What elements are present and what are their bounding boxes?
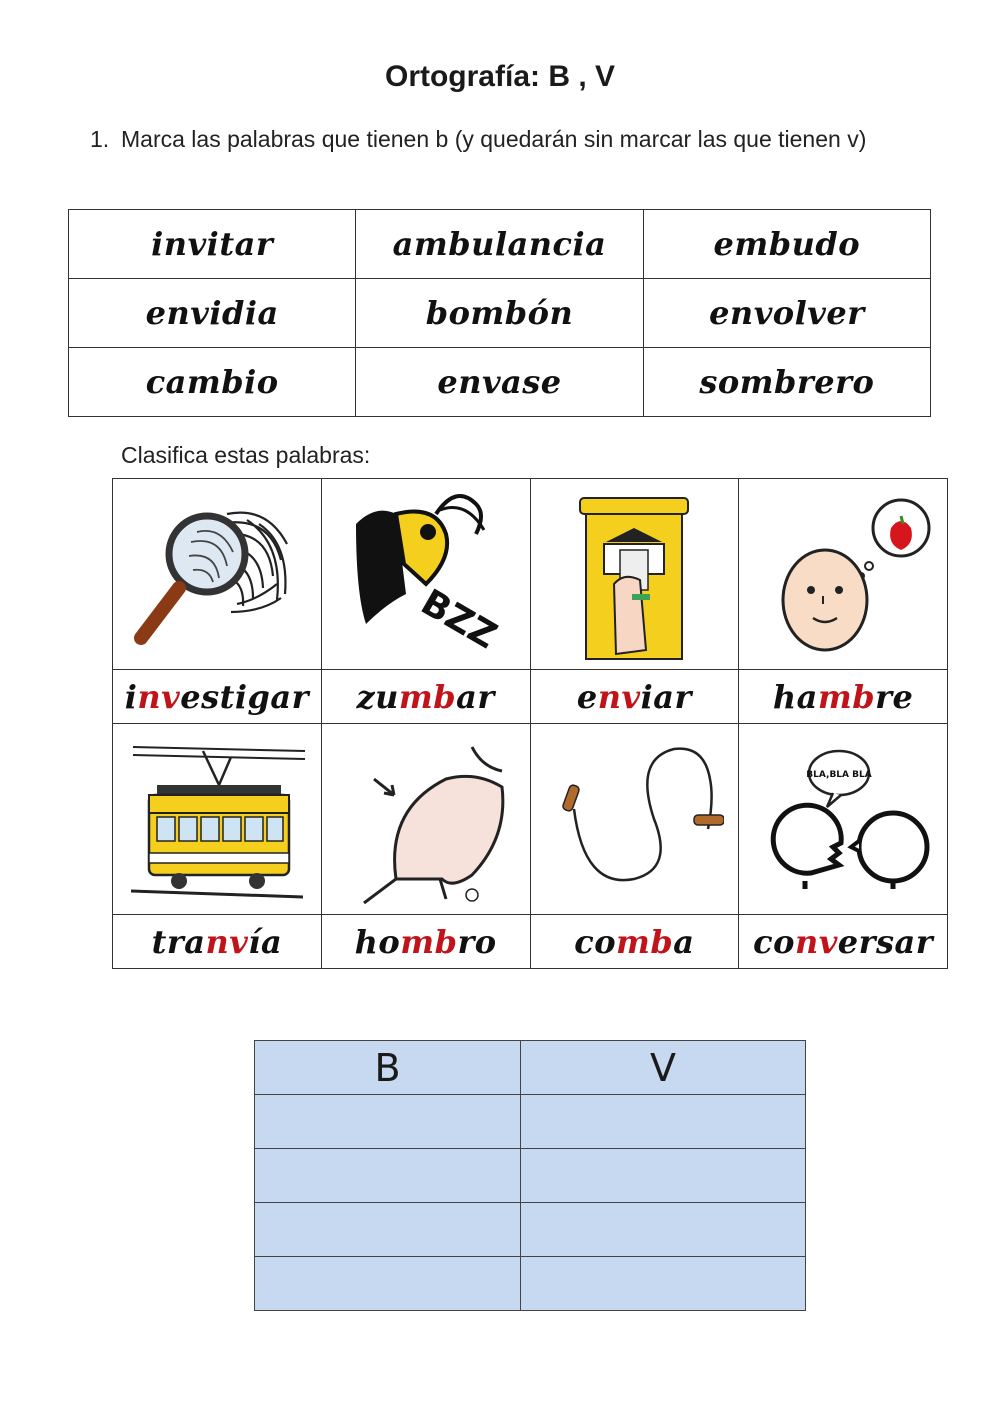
picture-cell bbox=[739, 724, 948, 915]
word-label: envase bbox=[437, 363, 562, 401]
word-part-post: re bbox=[875, 677, 914, 716]
instruction bbox=[90, 122, 910, 156]
word-cell[interactable] bbox=[356, 279, 643, 348]
picture-word-cell bbox=[113, 670, 322, 724]
word-label: envidia bbox=[145, 294, 279, 332]
classify-row bbox=[255, 1257, 806, 1311]
word-part-post: ar bbox=[456, 677, 495, 716]
word-label: bombón bbox=[425, 294, 574, 332]
picture-row bbox=[113, 724, 948, 915]
column-header-v: V bbox=[521, 1041, 806, 1095]
picture-grid bbox=[112, 478, 948, 969]
word-part-pre: zu bbox=[356, 677, 399, 716]
picture-word bbox=[152, 923, 283, 961]
word-part-highlight: nv bbox=[794, 922, 838, 961]
word-part-highlight: mb bbox=[398, 677, 457, 716]
instruction-number: 1. bbox=[90, 126, 110, 152]
picture-cell bbox=[739, 479, 948, 670]
word-part-pre: e bbox=[576, 677, 598, 716]
classify-row bbox=[255, 1149, 806, 1203]
picture-cell bbox=[113, 724, 322, 915]
classify-header-row bbox=[255, 1041, 806, 1095]
shoulder-icon bbox=[336, 729, 516, 909]
instruction-text: Marca las palabras que tienen b (y quedarán sin marcar las que tienen v) bbox=[121, 126, 867, 152]
picture-word-row bbox=[113, 915, 948, 969]
word-part-post: iar bbox=[640, 677, 692, 716]
picture-word-cell bbox=[321, 670, 530, 724]
picture-word bbox=[125, 678, 309, 716]
jump-rope-icon bbox=[544, 729, 724, 909]
drop-cell-b[interactable] bbox=[255, 1149, 521, 1203]
magnifier-fingerprint-icon bbox=[127, 484, 307, 664]
picture-row bbox=[113, 479, 948, 670]
word-row bbox=[69, 279, 931, 348]
picture-cell bbox=[321, 479, 530, 670]
word-cell[interactable] bbox=[643, 210, 930, 279]
word-part-post: ro bbox=[457, 922, 497, 961]
drop-cell-b[interactable] bbox=[255, 1095, 521, 1149]
word-cell[interactable] bbox=[643, 279, 930, 348]
word-part-pre: i bbox=[124, 677, 138, 716]
word-part-pre: tra bbox=[151, 922, 206, 961]
picture-cell bbox=[530, 479, 739, 670]
word-cell[interactable] bbox=[69, 348, 356, 417]
drop-cell-v[interactable] bbox=[521, 1203, 806, 1257]
word-part-highlight: mb bbox=[616, 922, 674, 961]
word-grid bbox=[68, 209, 931, 417]
word-label: sombrero bbox=[699, 363, 875, 401]
classify-row bbox=[255, 1095, 806, 1149]
picture-word-cell bbox=[530, 915, 739, 969]
picture-word bbox=[773, 678, 913, 716]
classify-row bbox=[255, 1203, 806, 1257]
drop-cell-v[interactable] bbox=[521, 1149, 806, 1203]
word-part-pre: ha bbox=[772, 677, 818, 716]
bee-icon bbox=[336, 484, 516, 664]
drop-cell-b[interactable] bbox=[255, 1257, 521, 1311]
hungry-face-icon bbox=[753, 484, 933, 664]
word-part-post: ía bbox=[248, 922, 283, 961]
word-part-post: a bbox=[673, 922, 695, 961]
column-header-b: B bbox=[255, 1041, 521, 1095]
conversation-icon bbox=[753, 729, 933, 909]
picture-word bbox=[574, 923, 694, 961]
tram-icon bbox=[127, 729, 307, 909]
picture-word-row bbox=[113, 670, 948, 724]
word-label: embudo bbox=[713, 225, 861, 263]
drop-cell-v[interactable] bbox=[521, 1095, 806, 1149]
picture-cell bbox=[113, 479, 322, 670]
word-cell[interactable] bbox=[69, 210, 356, 279]
word-cell[interactable] bbox=[356, 348, 643, 417]
picture-word-cell bbox=[530, 670, 739, 724]
word-part-highlight: mb bbox=[400, 922, 458, 961]
word-row bbox=[69, 348, 931, 417]
word-cell[interactable] bbox=[69, 279, 356, 348]
drop-cell-v[interactable] bbox=[521, 1257, 806, 1311]
conversation-label: BLA,BLA BLA bbox=[806, 770, 872, 780]
page-title: Ortografía: B , V bbox=[384, 60, 616, 93]
picture-word-cell bbox=[113, 915, 322, 969]
word-label: cambio bbox=[145, 363, 279, 401]
classify-table bbox=[254, 1040, 806, 1311]
word-label: invitar bbox=[151, 225, 274, 263]
picture-word bbox=[356, 678, 494, 716]
picture-word bbox=[753, 923, 933, 961]
picture-word bbox=[577, 678, 692, 716]
picture-word bbox=[355, 923, 497, 961]
drop-cell-b[interactable] bbox=[255, 1203, 521, 1257]
word-cell[interactable] bbox=[356, 210, 643, 279]
picture-cell bbox=[530, 724, 739, 915]
word-part-pre: ho bbox=[354, 922, 401, 961]
picture-word-cell bbox=[739, 915, 948, 969]
word-part-highlight: nv bbox=[597, 677, 641, 716]
word-label: envolver bbox=[709, 294, 865, 332]
word-part-highlight: nv bbox=[205, 922, 249, 961]
word-part-highlight: nv bbox=[137, 677, 181, 716]
word-part-pre: co bbox=[574, 922, 617, 961]
picture-cell bbox=[321, 724, 530, 915]
classify-prompt: Clasifica estas palabras: bbox=[121, 442, 371, 468]
word-part-pre: co bbox=[753, 922, 795, 961]
picture-word-cell bbox=[739, 670, 948, 724]
word-part-post: estigar bbox=[180, 677, 310, 716]
word-row bbox=[69, 210, 931, 279]
bee-sound-label: BZZ bbox=[413, 581, 504, 658]
word-part-highlight: mb bbox=[817, 677, 876, 716]
word-label: ambulancia bbox=[392, 225, 607, 263]
word-part-post: ersar bbox=[837, 922, 934, 961]
mailbox-icon bbox=[544, 484, 724, 664]
word-cell[interactable] bbox=[643, 348, 930, 417]
picture-word-cell bbox=[321, 915, 530, 969]
